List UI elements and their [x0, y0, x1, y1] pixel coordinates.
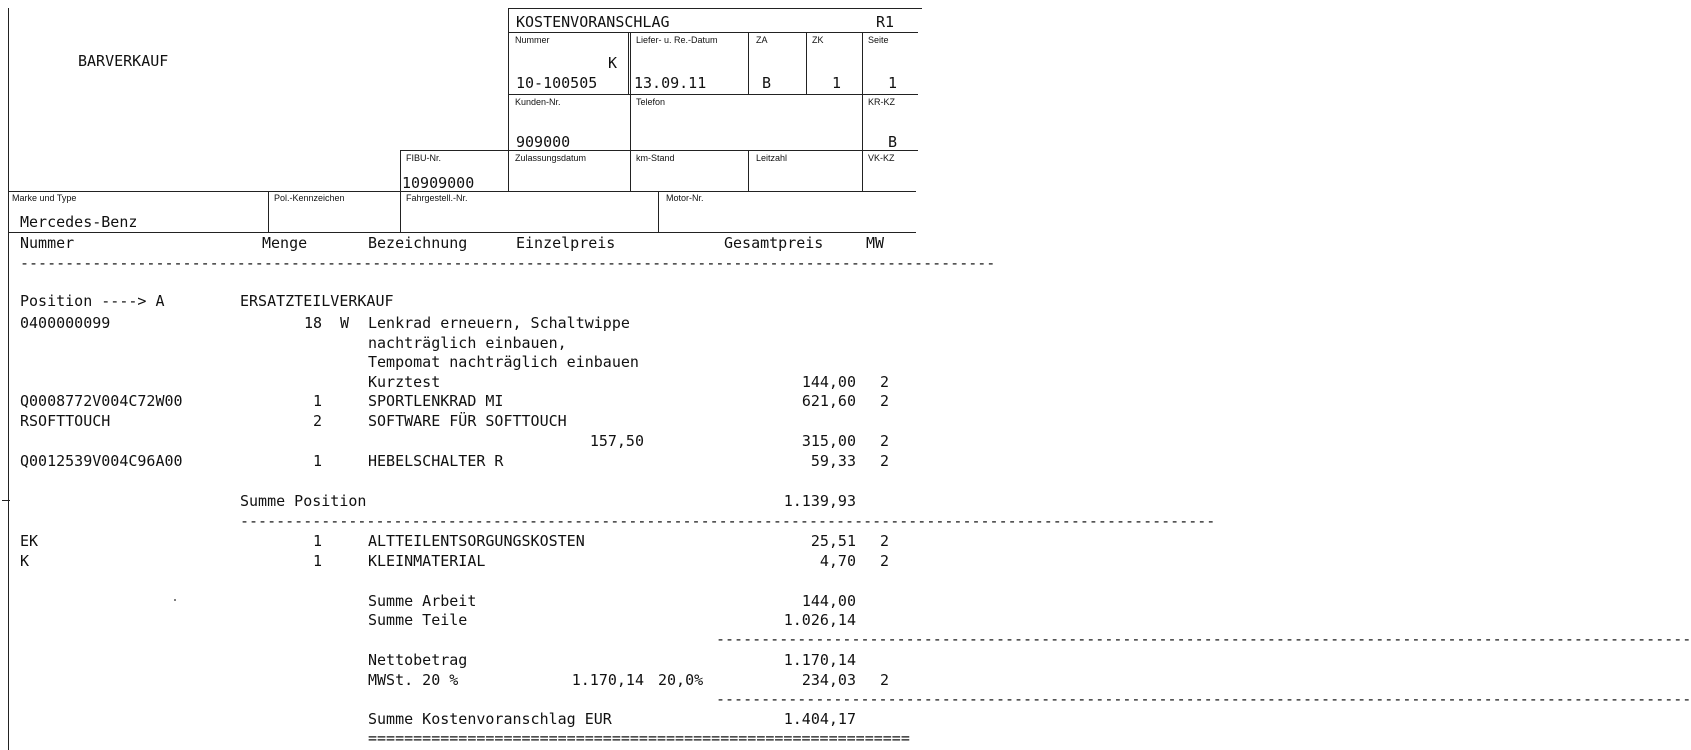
mwst-label: MWSt. 20 %: [368, 671, 459, 689]
row1-bottom: [508, 94, 918, 95]
label-zulassung: Zulassungsdatum: [515, 153, 587, 163]
label-motor: Motor-Nr.: [666, 193, 704, 203]
extra-nummer: K: [20, 552, 30, 570]
col-header-nummer: Nummer: [20, 234, 75, 252]
summe-arbeit-value: 144,00: [801, 592, 856, 610]
extra-text: KLEINMATERIAL: [368, 552, 486, 570]
final-double-separator: ============================================================: [368, 729, 910, 747]
mwst-mw: 2: [880, 671, 890, 689]
label-kr-kz: KR-KZ: [868, 97, 895, 107]
item-mw: 2: [880, 373, 890, 391]
summe-teile-label: Summe Teile: [368, 611, 468, 629]
col-header-gesamtpreis: Gesamtpreis: [724, 234, 824, 252]
label-fahrgestell: Fahrgestell.-Nr.: [406, 193, 468, 203]
extra-text: ALTTEILENTSORGUNGSKOSTEN: [368, 532, 585, 550]
item-menge: 1: [312, 392, 322, 410]
mwst-separator: ------------------------------------------------------------------------------------------------------------: [716, 690, 1691, 708]
value-kunden-nr: 909000: [516, 133, 571, 151]
teile-separator: ------------------------------------------------------------------------------------------------------------: [716, 630, 1691, 648]
item-text: SPORTLENKRAD MI: [368, 392, 504, 410]
label-seite: Seite: [868, 35, 889, 45]
label-telefon: Telefon: [636, 97, 666, 107]
col-div-leitzahl: [748, 150, 749, 192]
label-pol-kz: Pol.-Kennzeichen: [274, 193, 345, 203]
value-nummer-prefix: K: [608, 54, 618, 72]
item-mw: 2: [880, 392, 890, 410]
col-div-seite: [862, 32, 863, 94]
value-datum: 13.09.11: [634, 74, 707, 92]
label-marke: Marke und Type: [12, 193, 77, 203]
label-km-stand: km-Stand: [636, 153, 675, 163]
label-datum: Liefer- u. Re.-Datum: [636, 35, 718, 45]
item-gesamt: 621,60: [801, 392, 856, 410]
summe-position-separator: ------------------------------------------------------------------------------------------------------------: [240, 512, 1216, 530]
extra-menge: 1: [312, 552, 322, 570]
mwst-rate: 20,0%: [658, 671, 704, 689]
document-title: KOSTENVORANSCHLAG: [516, 13, 670, 31]
item-menge: 1: [312, 452, 322, 470]
extra-mw: 2: [880, 552, 890, 570]
col-div-zk: [806, 32, 807, 94]
nettobetrag-value: 1.170,14: [783, 651, 856, 669]
label-leitzahl: Leitzahl: [756, 153, 788, 163]
summe-position-value: 1.139,93: [783, 492, 856, 510]
item-mw: 2: [880, 452, 890, 470]
extra-gesamt: 25,51: [810, 532, 856, 550]
label-za: ZA: [756, 35, 768, 45]
item-text: Tempomat nachträglich einbauen: [368, 353, 639, 371]
item-nummer: 0400000099: [20, 314, 111, 332]
col-header-einzelpreis: Einzelpreis: [516, 234, 616, 252]
value-marke: Mercedes-Benz: [20, 213, 138, 231]
top-border-right: [508, 8, 922, 9]
value-kr-kz: B: [888, 133, 898, 151]
left-border: [8, 8, 9, 750]
header-box-left: [508, 8, 509, 192]
item-text: Lenkrad erneuern, Schaltwippe: [368, 314, 630, 332]
value-zk: 1: [832, 74, 842, 92]
col-div-kr: [862, 94, 863, 192]
value-nummer: 10-100505: [516, 74, 598, 92]
item-text: HEBELSCHALTER R: [368, 452, 504, 470]
label-nummer: Nummer: [515, 35, 550, 45]
extra-gesamt: 4,70: [819, 552, 856, 570]
extra-nummer: EK: [20, 532, 39, 550]
item-text: Kurztest: [368, 373, 441, 391]
item-nummer: Q0012539V004C96A00: [20, 452, 183, 470]
mwst-value: 234,03: [801, 671, 856, 689]
extra-menge: 1: [312, 532, 322, 550]
label-vk-kz: VK-KZ: [868, 153, 895, 163]
item-mw: 2: [880, 432, 890, 450]
position-label: Position ----> A: [20, 292, 165, 310]
summe-kostenvoranschlag-value: 1.404,17: [783, 710, 856, 728]
summe-position-label: Summe Position: [240, 492, 367, 510]
mwst-base: 1.170,14: [571, 671, 644, 689]
col-div-fahrgestell-end: [658, 191, 659, 232]
scan-speck: [174, 599, 176, 601]
item-nummer: Q0008772V004C72W00: [20, 392, 183, 410]
summe-arbeit-label: Summe Arbeit: [368, 592, 477, 610]
col-div-za: [748, 32, 749, 94]
customer-name: BARVERKAUF: [78, 52, 169, 70]
nummer-box-right: [628, 32, 629, 94]
value-fibu: 10909000: [402, 174, 475, 192]
extra-mw: 2: [880, 532, 890, 550]
col-div-datum: [630, 32, 631, 192]
item-einzel: 157,50: [589, 432, 644, 450]
col-header-mw: MW: [866, 234, 885, 252]
document-code: R1: [876, 13, 895, 31]
item-text: nachträglich einbauen,: [368, 334, 567, 352]
item-unit: W: [340, 314, 350, 332]
item-gesamt: 144,00: [801, 373, 856, 391]
item-menge: 2: [312, 412, 322, 430]
row4-bottom: [8, 232, 916, 233]
item-menge: 18: [303, 314, 322, 332]
summe-kostenvoranschlag-label: Summe Kostenvoranschlag EUR: [368, 710, 612, 728]
header-separator: ------------------------------------------------------------------------------------------------------------: [20, 254, 996, 272]
value-seite: 1: [888, 74, 898, 92]
position-title: ERSATZTEILVERKAUF: [240, 292, 394, 310]
value-za: B: [762, 74, 772, 92]
title-row-bottom: [508, 32, 918, 33]
col-header-bezeichnung: Bezeichnung: [368, 234, 468, 252]
label-zk: ZK: [812, 35, 824, 45]
item-text: SOFTWARE FÜR SOFTTOUCH: [368, 412, 567, 430]
item-gesamt: 59,33: [810, 452, 856, 470]
item-gesamt: 315,00: [801, 432, 856, 450]
label-kunden-nr: Kunden-Nr.: [515, 97, 561, 107]
nettobetrag-label: Nettobetrag: [368, 651, 468, 669]
row2-bottom: [400, 150, 918, 151]
summe-teile-value: 1.026,14: [783, 611, 856, 629]
col-header-menge: Menge: [262, 234, 308, 252]
col-div-pol: [268, 191, 269, 232]
label-fibu: FIBU-Nr.: [406, 153, 441, 163]
col-div-fibu: [400, 150, 401, 232]
item-nummer: RSOFTTOUCH: [20, 412, 111, 430]
margin-tick-mark: [2, 500, 10, 501]
